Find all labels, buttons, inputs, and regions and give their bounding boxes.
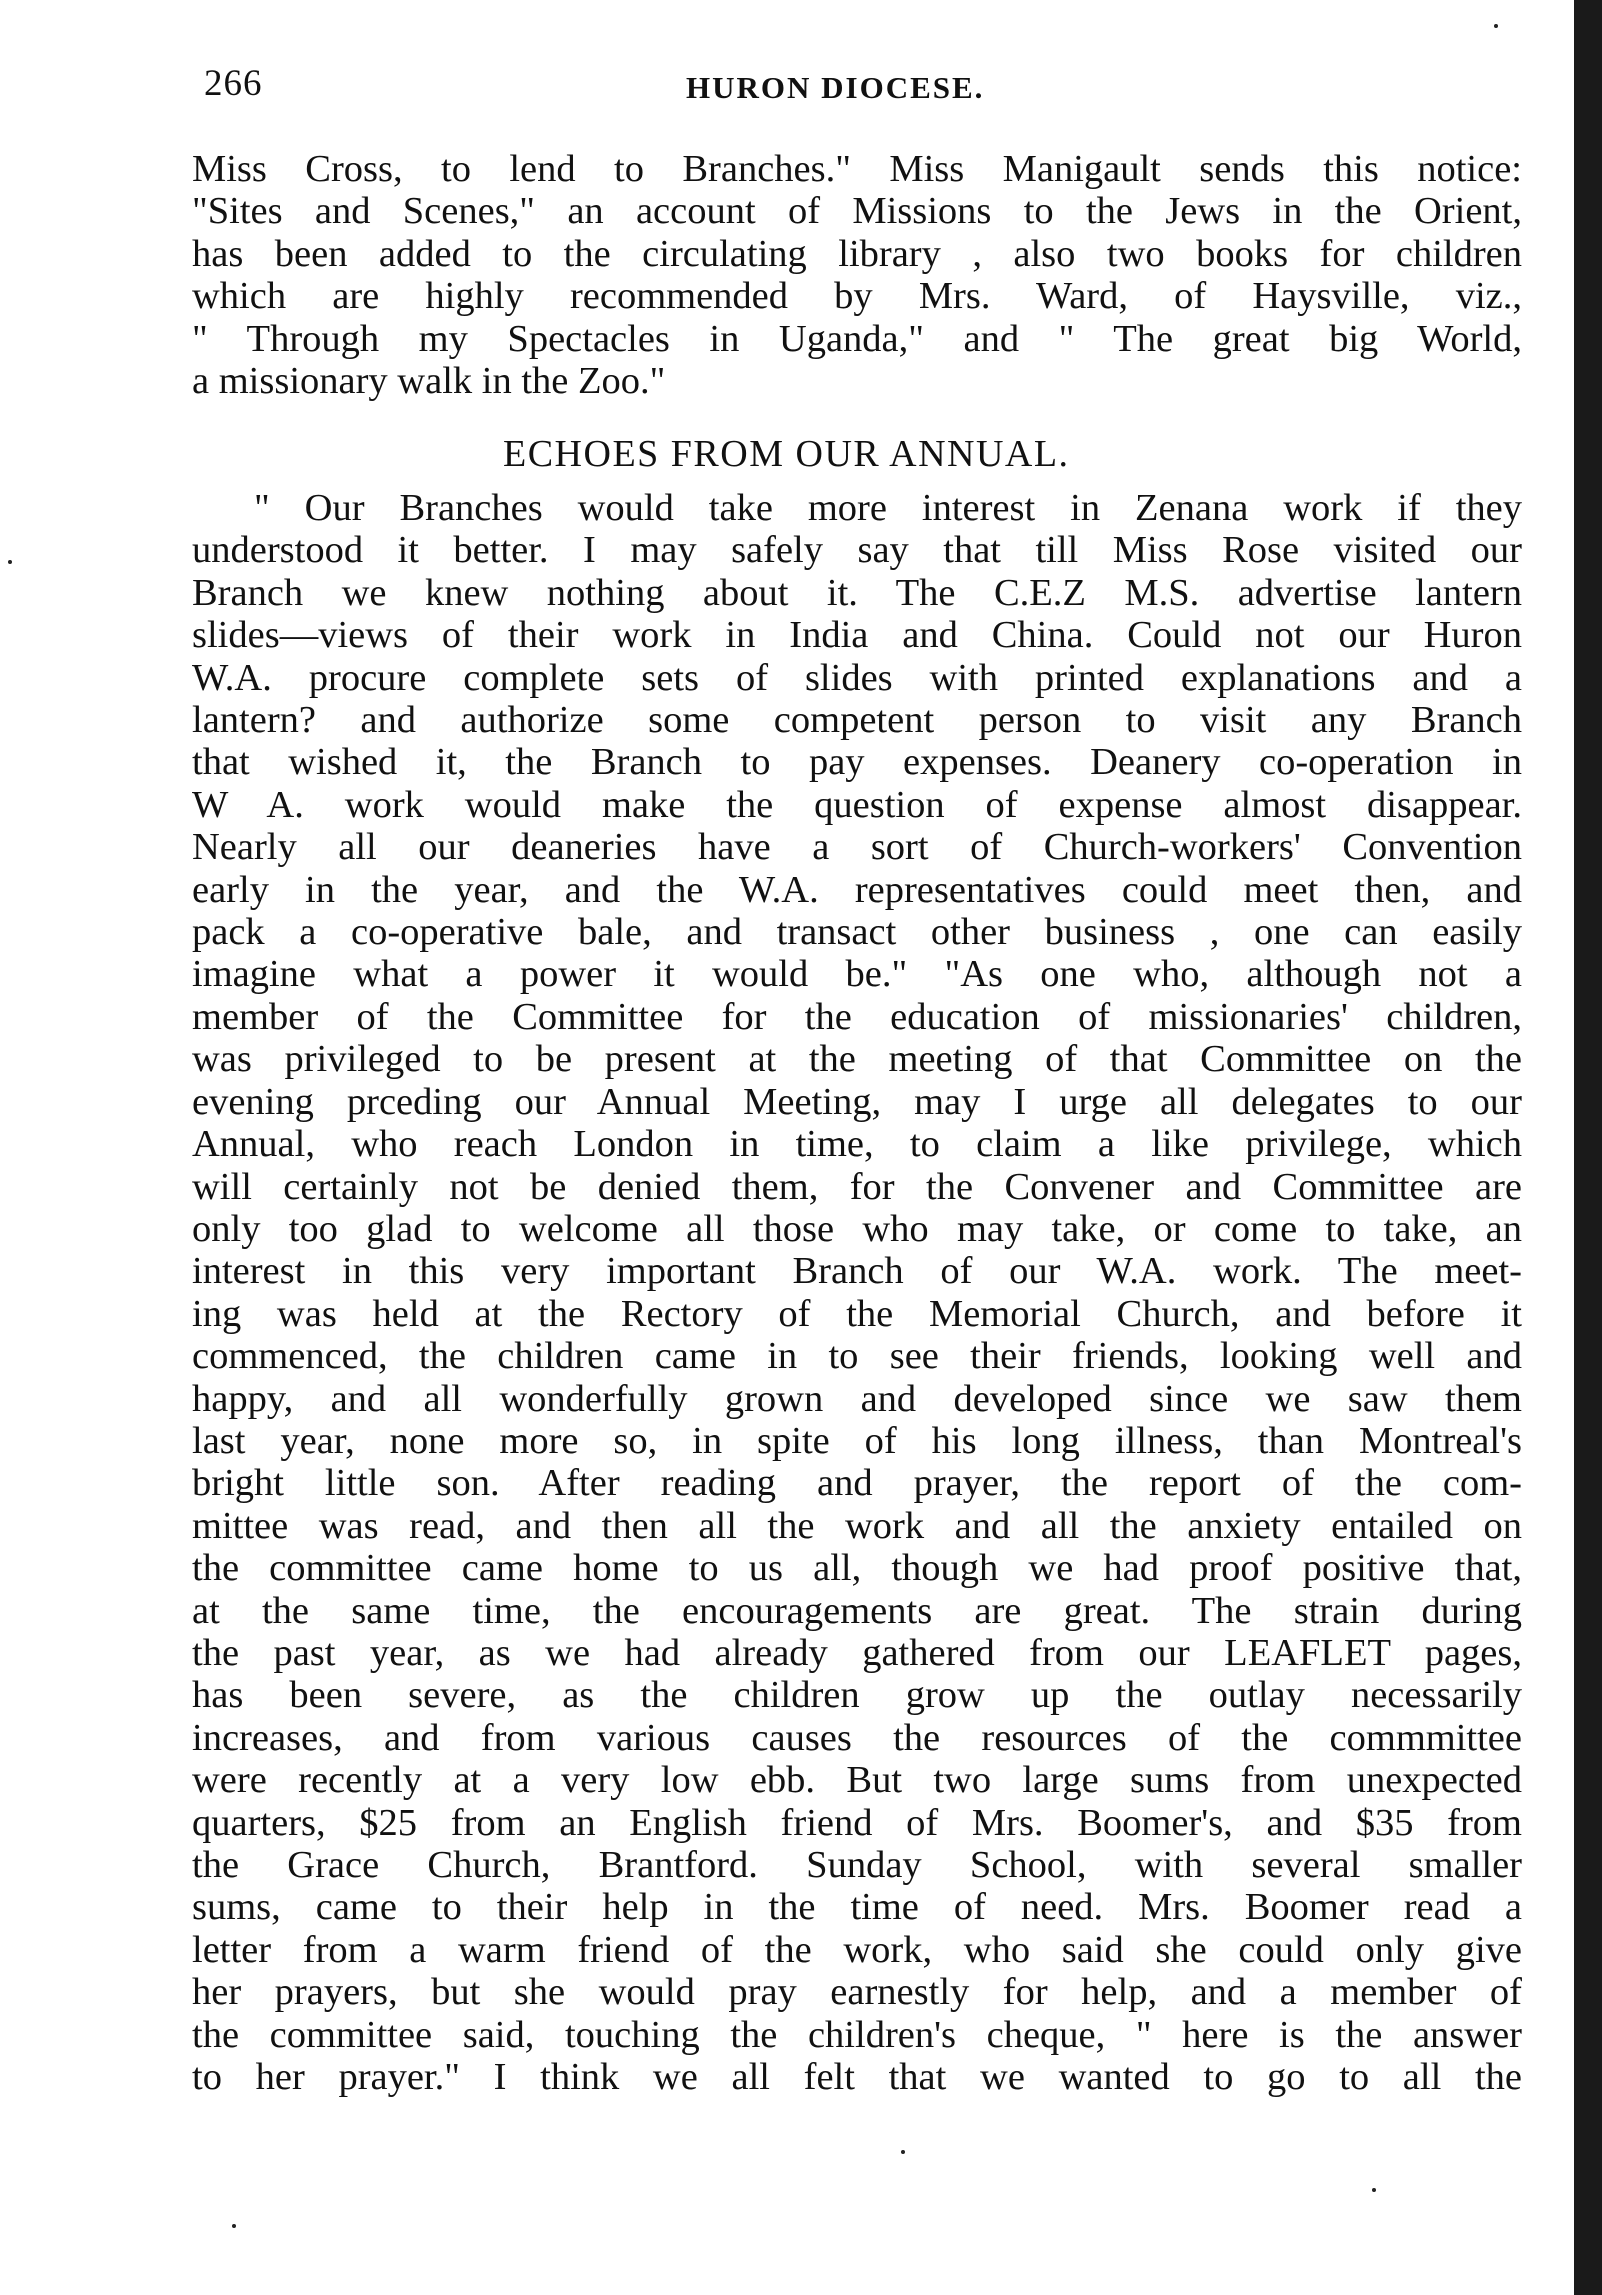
text-line: W A. work would make the question of expense almost disappear. — [192, 783, 1522, 826]
scan-binding-edge — [1574, 0, 1602, 2295]
text-line: lantern? and authorize some competent person to visit any Branch — [192, 699, 1522, 742]
scan-speck — [1372, 2188, 1376, 2192]
running-title: HURON DIOCESE. — [686, 70, 985, 105]
text-line: evening prceding our Annual Meeting, may I urge all delegates to our — [192, 1080, 1522, 1123]
text-line: sums, came to their help in the time of need. Mrs. Boomer read a — [192, 1886, 1522, 1929]
text-line: at the same time, the encouragements are great. The strain during — [192, 1589, 1522, 1632]
section-body — [192, 487, 1522, 2098]
text-line: the Grace Church, Brantford. Sunday School, with several smaller — [192, 1844, 1522, 1886]
scan-speck — [8, 560, 12, 564]
text-line: were recently at a very low ebb. But two large sums from unexpected — [192, 1759, 1522, 1802]
text-line: quarters, $25 from an English friend of Mrs. Boomer's, and $35 from — [192, 1801, 1522, 1844]
text-line: the committee said, touching the children's cheque, " here is the answer — [192, 2013, 1522, 2056]
text-line: will certainly not be denied them, for the Convener and Committee are — [192, 1165, 1522, 1208]
text-line: last year, none more so, in spite of his long illness, than Montreal's — [192, 1419, 1522, 1462]
text-line: commenced, the children came in to see their friends, looking well and — [192, 1335, 1522, 1378]
text-line: mittee was read, and then all the work and all the anxiety entailed on — [192, 1504, 1522, 1547]
text-line: understood it better. I may safely say that till Miss Rose visited our — [192, 529, 1522, 572]
text-line: "Sites and Scenes," an account of Missions to the Jews in the Orient, — [192, 190, 1522, 233]
text-line: happy, and all wonderfully grown and developed since we saw them — [192, 1377, 1522, 1420]
text-line: interest in this very important Branch of our W.A. work. The meet- — [192, 1250, 1522, 1293]
text-line: letter from a warm friend of the work, who said she could only give — [192, 1928, 1522, 1971]
text-line: " Our Branches would take more interest in Zenana work if they — [254, 487, 1522, 529]
text-line: has been severe, as the children grow up the outlay necessarily — [192, 1674, 1522, 1717]
text-line: ing was held at the Rectory of the Memorial Church, and before it — [192, 1292, 1522, 1335]
text-line: increases, and from various causes the resources of the commmittee — [192, 1716, 1522, 1759]
page-number: 266 — [204, 63, 263, 104]
text-line: bright little son. After reading and prayer, the report of the com- — [192, 1462, 1522, 1505]
text-line: only too glad to welcome all those who may take, or come to take, an — [192, 1207, 1522, 1250]
text-line: W.A. procure complete sets of slides with printed explanations and a — [192, 656, 1522, 699]
scan-speck — [901, 2150, 905, 2154]
scan-speck — [232, 2224, 236, 2228]
text-line: the committee came home to us all, though we had proof positive that, — [192, 1547, 1522, 1590]
text-line: slides—views of their work in India and China. Could not our Huron — [192, 614, 1522, 657]
text-line: member of the Committee for the education of missionaries' children, — [192, 995, 1522, 1038]
text-line: the past year, as we had already gathered from our LEAFLET pages, — [192, 1631, 1522, 1674]
intro-paragraph — [192, 148, 1522, 402]
text-line: was privileged to be present at the meeting of that Committee on the — [192, 1038, 1522, 1081]
text-line: Annual, who reach London in time, to claim a like privilege, which — [192, 1123, 1522, 1166]
text-line: Branch we knew nothing about it. The C.E.Z M.S. advertise lantern — [192, 571, 1522, 614]
scan-speck — [1494, 24, 1498, 28]
text-line: her prayers, but she would pray earnestly for help, and a member of — [192, 1971, 1522, 2014]
section-heading: ECHOES FROM OUR ANNUAL. — [503, 433, 1070, 475]
text-line: early in the year, and the W.A. representatives could meet then, and — [192, 868, 1522, 911]
text-line: imagine what a power it would be." "As one who, although not a — [192, 953, 1522, 996]
text-line: has been added to the circulating library , also two books for children — [192, 232, 1522, 275]
text-line: " Through my Spectacles in Uganda," and " The great big World, — [192, 317, 1522, 360]
text-line: to her prayer." I think we all felt that we wanted to go to all the — [192, 2056, 1522, 2099]
text-line: pack a co-operative bale, and transact other business , one can easily — [192, 911, 1522, 954]
text-line: Nearly all our deaneries have a sort of Church-workers' Convention — [192, 826, 1522, 869]
text-line: that wished it, the Branch to pay expenses. Deanery co-operation in — [192, 741, 1522, 784]
text-line: a missionary walk in the Zoo." — [192, 360, 666, 403]
text-line: which are highly recommended by Mrs. Ward, of Haysville, viz., — [192, 275, 1522, 318]
text-line: Miss Cross, to lend to Branches." Miss Manigault sends this notice: — [192, 148, 1522, 190]
